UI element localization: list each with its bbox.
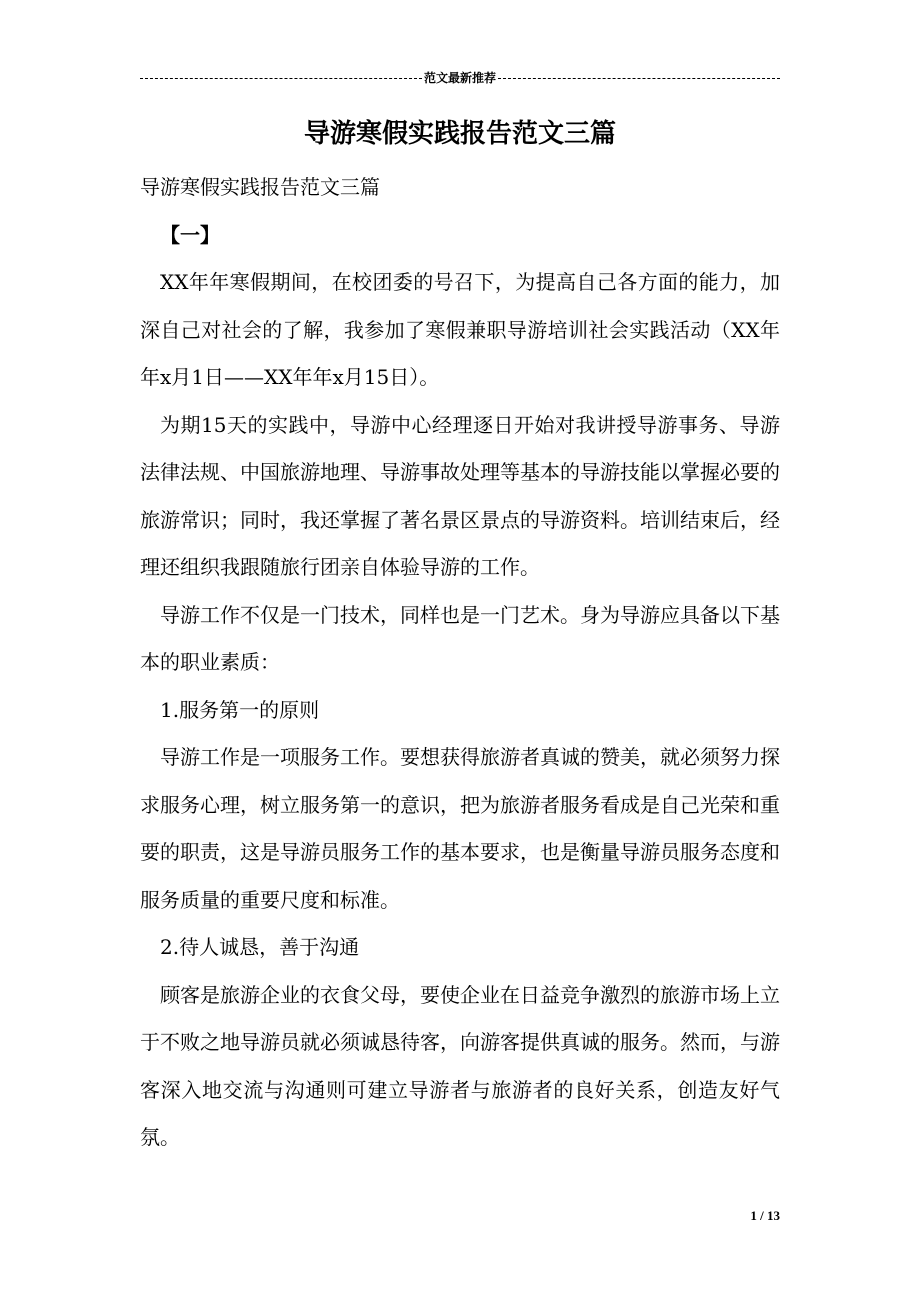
- heading-sincere-communication: 2.待人诚恳，善于沟通: [160, 935, 360, 959]
- page-header: [140, 68, 780, 88]
- paragraph-1: XX年年寒假期间，在校团委的号召下，为提高自己各方面的能力，加深自己对社会的了解，我参加了寒假兼职导游培训社会实践活动（XX年年x月1日——XX年年x月15日）。: [140, 270, 780, 389]
- paragraph-5: 顾客是旅游企业的衣食父母，要使企业在日益竞争激烈的旅游市场上立于不败之地导游员就必须诚恳待客，向游客提供真诚的服务。然而，与游客深入地交流与沟通则可建立导游者与旅游者的良好关系，创造友好气氛。: [140, 982, 780, 1149]
- header-dash-left: [140, 78, 422, 79]
- header-label: 范文最新推荐: [424, 71, 497, 85]
- paragraph-2: 为期15天的实践中，导游中心经理逐日开始对我讲授导游事务、导游法律法规、中国旅游地理、导游事故处理等基本的导游技能以掌握必要的旅游常识；同时，我还掌握了著名景区景点的导游资料。培训结束后，经理还组织我跟随旅行团亲自体验导游的工作。: [140, 412, 780, 579]
- page-number: 1 / 13: [750, 1208, 780, 1223]
- document-subtitle: 导游寒假实践报告范文三篇: [140, 175, 380, 199]
- heading-service-first: 1.服务第一的原则: [160, 697, 320, 722]
- document-body: [140, 164, 780, 1162]
- section-mark: 【一】: [160, 222, 220, 247]
- document-title: 导游寒假实践报告范文三篇: [303, 119, 616, 149]
- header-dash-right: [498, 78, 780, 79]
- paragraph-3: 导游工作不仅是一门技术，同样也是一门艺术。身为导游应具备以下基本的职业素质：: [140, 602, 780, 674]
- paragraph-4: 导游工作是一项服务工作。要想获得旅游者真诚的赞美，就必须努力探求服务心理，树立服务第一的意识，把为旅游者服务看成是自己光荣和重要的职责，这是导游员服务工作的基本要求，也是衡量导游员服务态度和服务质量的重要尺度和标准。: [140, 745, 780, 912]
